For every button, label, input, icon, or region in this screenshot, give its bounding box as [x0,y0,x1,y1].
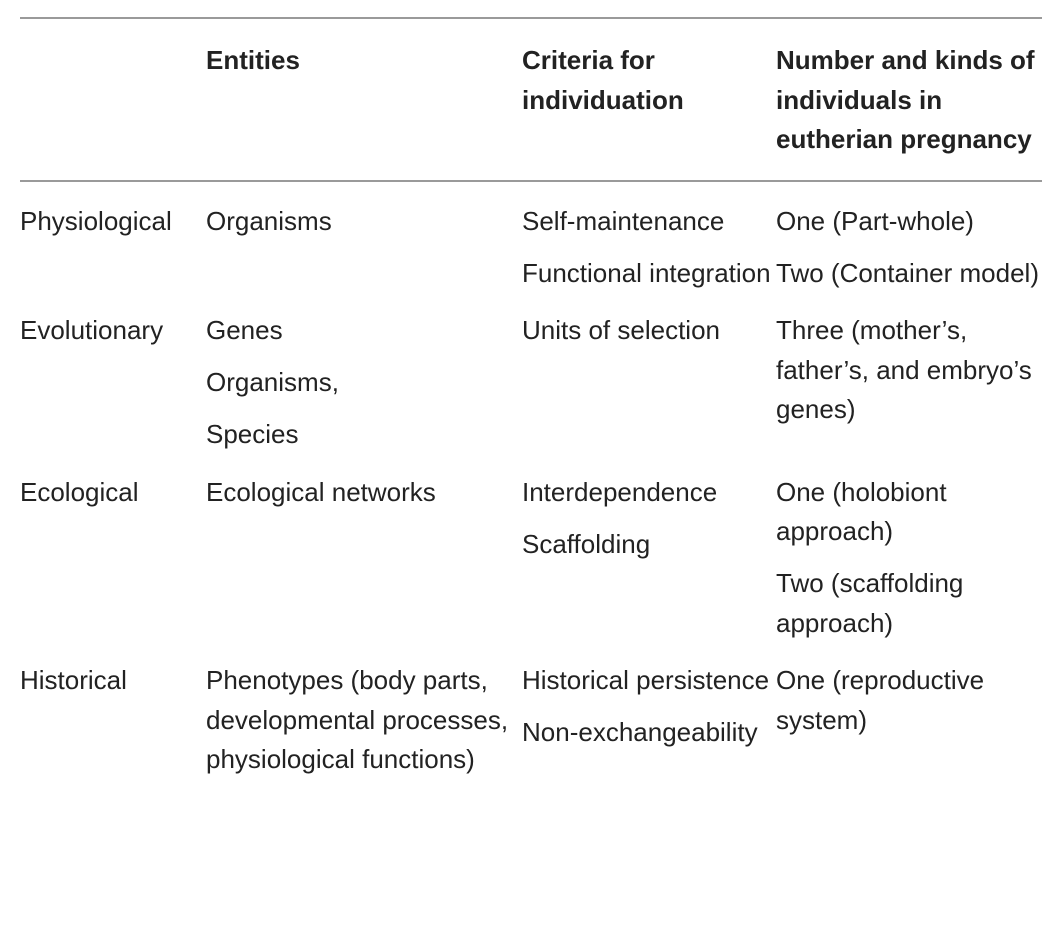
criterion-item: Self-maintenance [522,205,725,236]
header-criteria: Criteria for individuation [522,45,684,115]
perspective-label: Historical [20,665,127,695]
entity-item: Organisms, [206,367,339,397]
entities-cell [206,455,522,644]
criteria-cell [522,293,776,455]
individuals-cell [776,643,1042,780]
individuals-item: One (Part-whole) [776,205,974,236]
individuals-item: One (holobiont approach) [776,476,947,546]
criterion-item: Functional integration [522,257,771,288]
table-row [20,181,1042,294]
criterion-item: Non-exchangeability [522,717,758,747]
individuals-item: Two (Container model) [776,257,1039,288]
perspective-label: Ecological [20,476,139,507]
criterion-item: Units of selection [522,315,720,345]
table-header [20,18,1042,181]
table-body [20,181,1042,780]
entity-item: Species [206,419,299,449]
individuals-item: One (reproductive system) [776,665,985,735]
header-row [20,18,1042,181]
perspective-label: Physiological [20,205,172,236]
table-row [20,293,1042,455]
individuals-item: Two (scaffolding approach) [776,568,964,638]
entities-cell [206,643,522,780]
entities-cell [206,181,522,294]
perspective-cell [20,293,206,455]
perspective-cell [20,643,206,780]
criterion-item: Scaffolding [522,528,651,559]
entity-item: Ecological networks [206,476,436,507]
entity-item: Organisms [206,205,332,236]
perspective-cell [20,455,206,644]
header-individuals: Number and kinds of individuals in eutherian pregnancy [776,45,1035,154]
criteria-cell [522,455,776,644]
criterion-item: Historical persistence [522,665,770,695]
individuation-table [20,17,1042,780]
perspective-cell [20,181,206,294]
perspective-label: Evolutionary [20,315,164,345]
individuals-cell [776,181,1042,294]
individuals-cell [776,455,1042,644]
entity-item: Phenotypes (body parts, developmental processes, physiological functions) [206,665,509,774]
header-entities: Entities [206,45,300,75]
individuals-item: Three (mother’s, father’s, and embryo’s genes) [776,315,1032,424]
table-row [20,643,1042,780]
entity-item: Genes [206,315,283,345]
table-row [20,455,1042,644]
entities-cell [206,293,522,455]
criterion-item: Interdependence [522,476,718,507]
header-perspective [20,18,206,181]
criteria-cell [522,643,776,780]
criteria-cell [522,181,776,294]
individuals-cell [776,293,1042,455]
